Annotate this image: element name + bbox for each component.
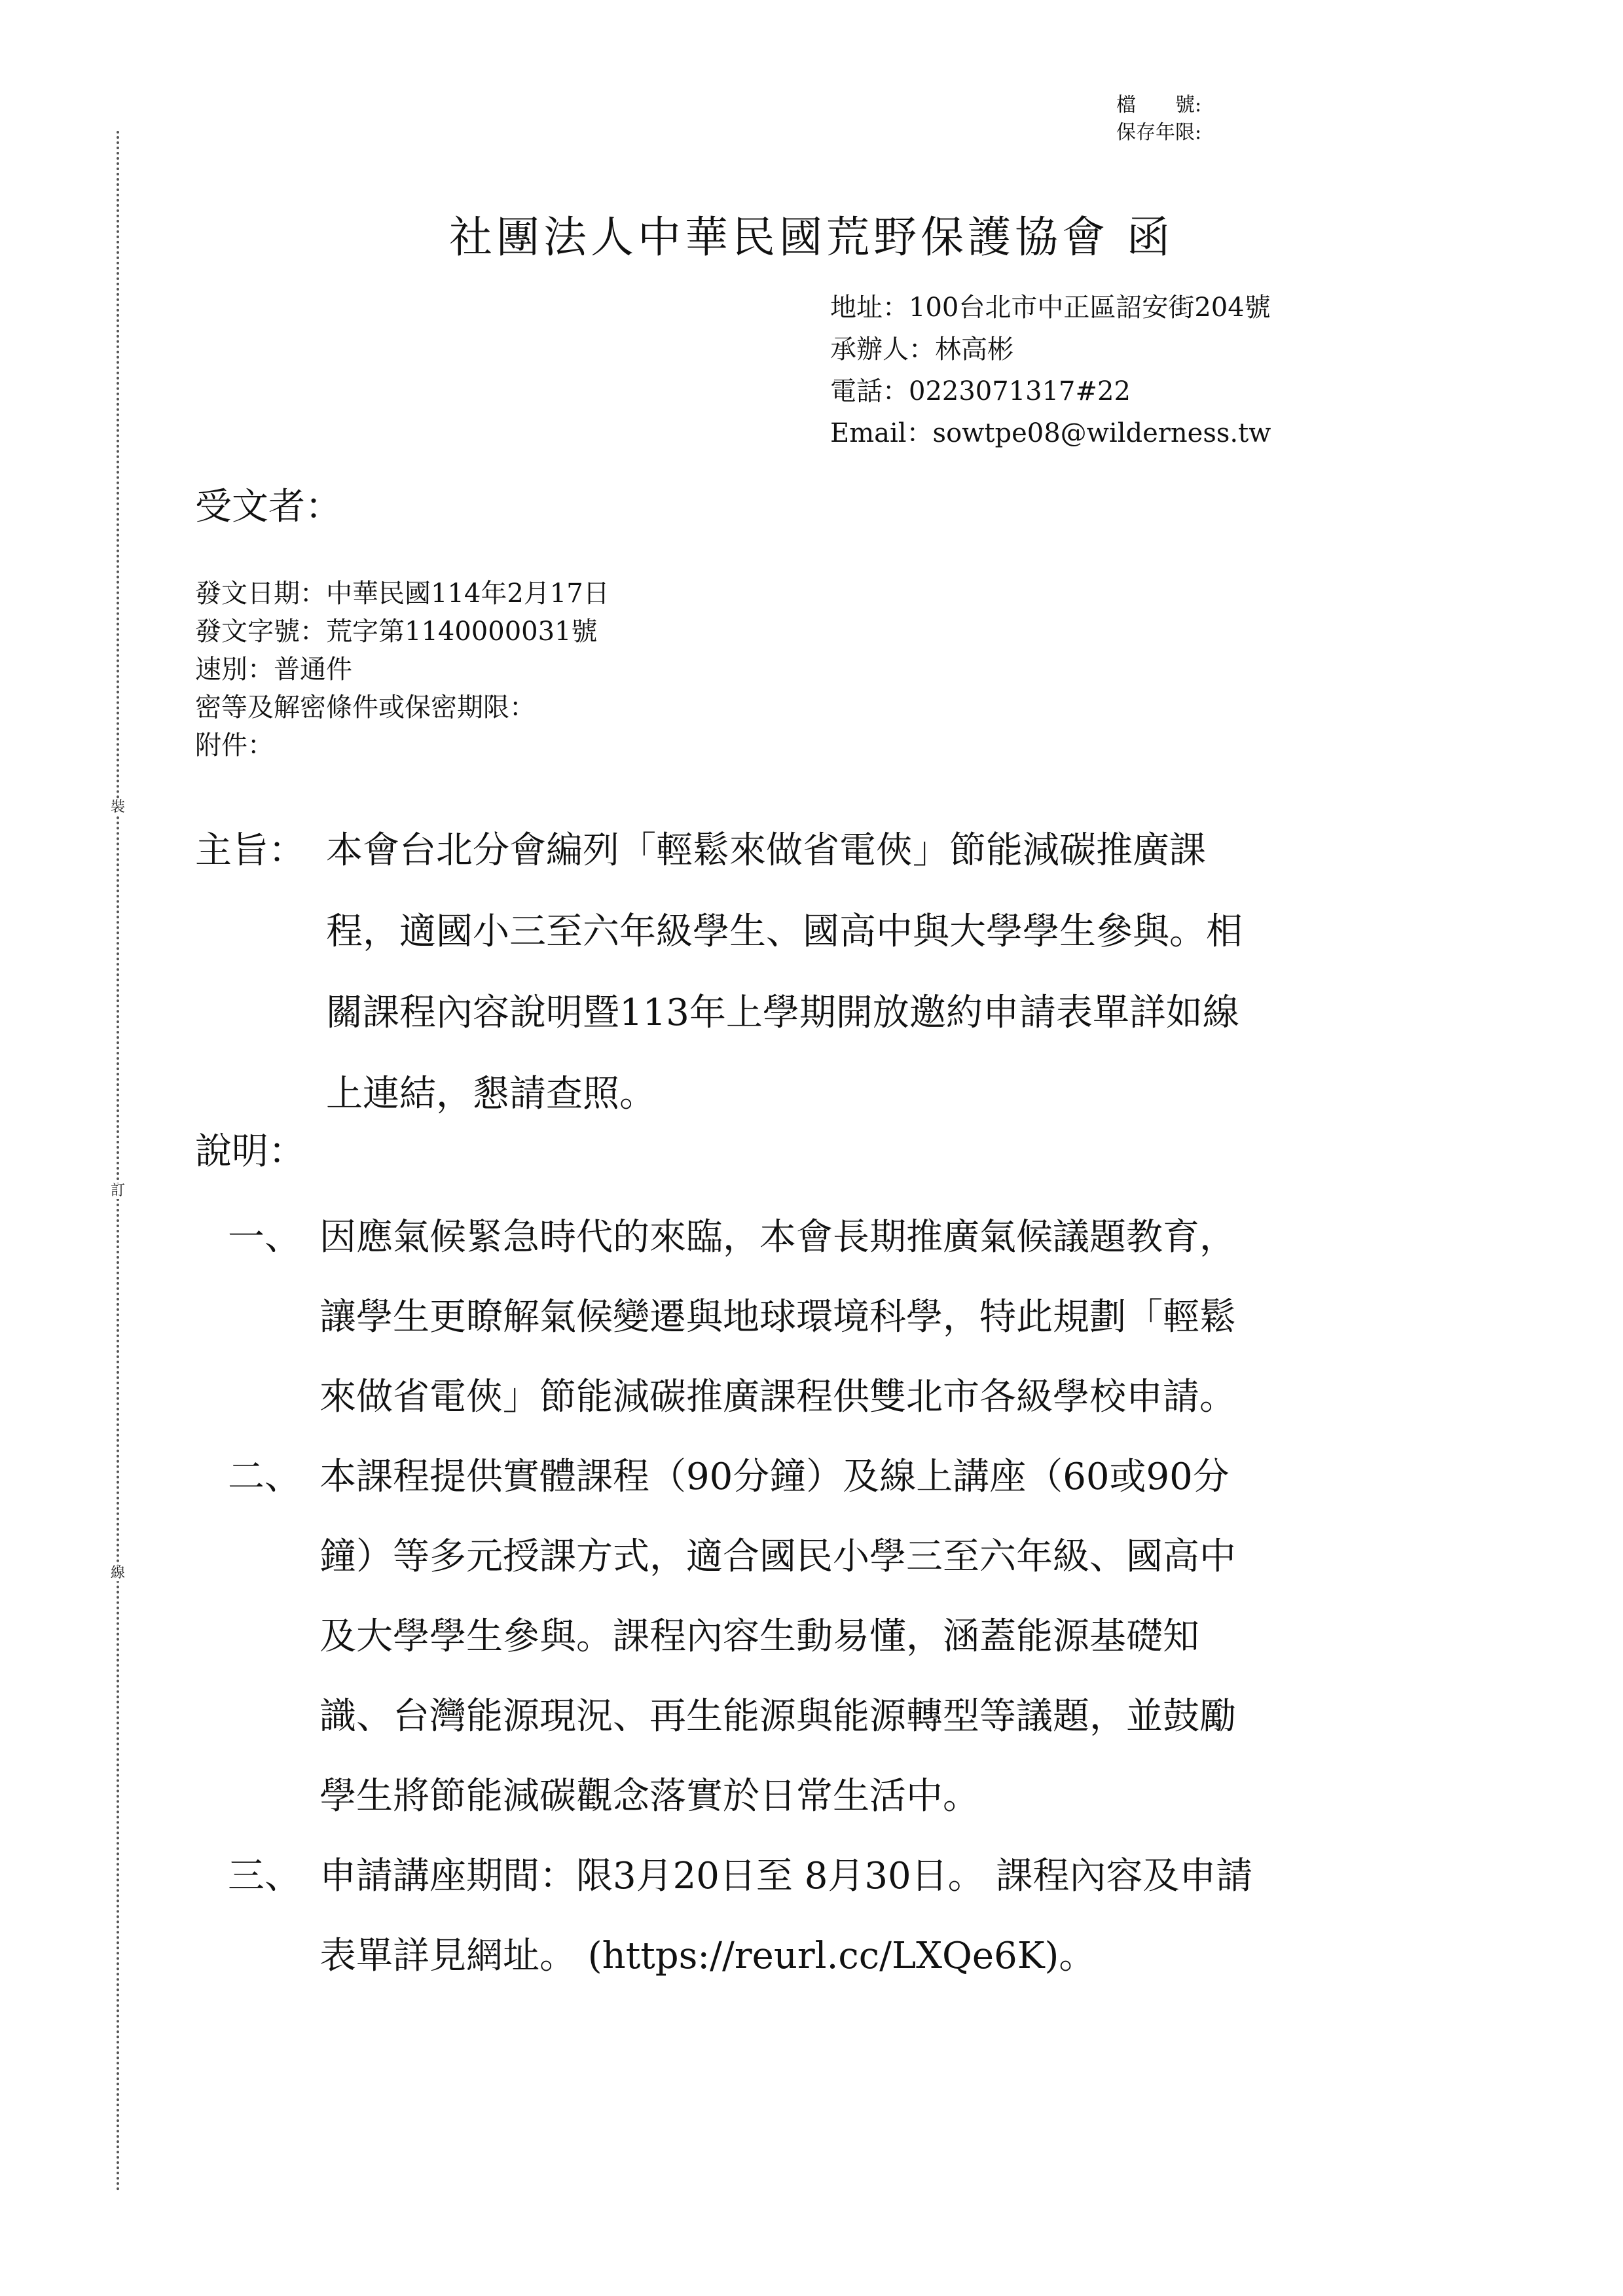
document-title: 社團法人中華民國荒野保護協會 函 xyxy=(449,212,1174,262)
subject-line: 關課程內容說明暨113年上學期開放邀約申請表單詳如線 xyxy=(326,992,1239,1034)
item-line: 鐘）等多元授課方式，適合國民小學三至六年級、國高中 xyxy=(319,1535,1236,1578)
item-line: 因應氣候緊急時代的來臨，本會長期推廣氣候議題教育， xyxy=(319,1216,1236,1259)
subject-label: 主旨： xyxy=(195,829,305,872)
binding-mark-zhuang: 裝 xyxy=(110,799,125,816)
item-line: 本課程提供實體課程（90分鐘）及線上講座（60或90分 xyxy=(319,1456,1230,1498)
explanation-label: 說明： xyxy=(195,1130,305,1173)
contact-phone: 電話：0223071317#22 xyxy=(830,376,1131,406)
recipient-label: 受文者： xyxy=(195,486,342,528)
item-line: 表單詳見網址。 (https://reurl.cc/LXQe6K)。 xyxy=(319,1935,1096,1977)
retention-period-label: 保存年限: xyxy=(1116,121,1202,144)
item-number: 一、 xyxy=(228,1216,301,1259)
item-line: 讓學生更瞭解氣候變遷與地球環境科學，特此規劃「輕鬆 xyxy=(319,1296,1236,1338)
contact-handler: 承辦人：林高彬 xyxy=(830,334,1013,365)
explanation-item xyxy=(228,1437,1252,1837)
binding-dotted-line xyxy=(117,131,119,2193)
item-line: 來做省電俠」節能減碳推廣課程供雙北市各級學校申請。 xyxy=(319,1376,1236,1418)
item-line: 申請講座期間：限3月20日至 8月30日。 課程內容及申請 xyxy=(319,1855,1253,1897)
document-meta xyxy=(195,575,610,764)
explanation-item xyxy=(228,1837,1252,1996)
binding-mark-ding: 訂 xyxy=(110,1183,125,1199)
subject-line: 上連結，懇請查照。 xyxy=(326,1073,656,1115)
subject-text xyxy=(326,810,1439,1135)
item-line: 識、台灣能源現況、再生能源與能源轉型等議題，並鼓勵 xyxy=(319,1695,1236,1738)
subject-line: 本會台北分會編列「輕鬆來做省電俠」節能減碳推廣課 xyxy=(326,829,1206,872)
item-number: 二、 xyxy=(228,1456,301,1498)
contact-block xyxy=(830,287,1271,454)
subject-line: 程，適國小三至六年級學生、國高中與大學學生參與。相 xyxy=(326,910,1243,953)
attachment-label: 附件： xyxy=(195,730,274,761)
document-number: 發文字號：荒字第1140000031號 xyxy=(195,617,598,647)
item-line: 及大學學生參與。課程內容生動易懂，涵蓋能源基礎知 xyxy=(319,1615,1199,1658)
contact-email: Email：sowtpe08@wilderness.tw xyxy=(830,418,1271,448)
contact-address: 地址：100台北市中正區詔安街204號 xyxy=(830,293,1271,323)
issue-date: 發文日期：中華民國114年2月17日 xyxy=(195,579,610,609)
explanation-items xyxy=(228,1198,1252,1996)
secrecy-level: 密等及解密條件或保密期限： xyxy=(195,692,536,723)
item-line: 學生將節能減碳觀念落實於日常生活中。 xyxy=(319,1775,979,1818)
delivery-speed: 速別：普通件 xyxy=(195,655,352,685)
file-info-block xyxy=(1116,92,1201,147)
item-number: 三、 xyxy=(228,1855,301,1897)
explanation-item xyxy=(228,1198,1252,1437)
binding-mark-xian: 線 xyxy=(110,1565,125,1581)
file-number-label: 檔 號: xyxy=(1116,94,1202,117)
